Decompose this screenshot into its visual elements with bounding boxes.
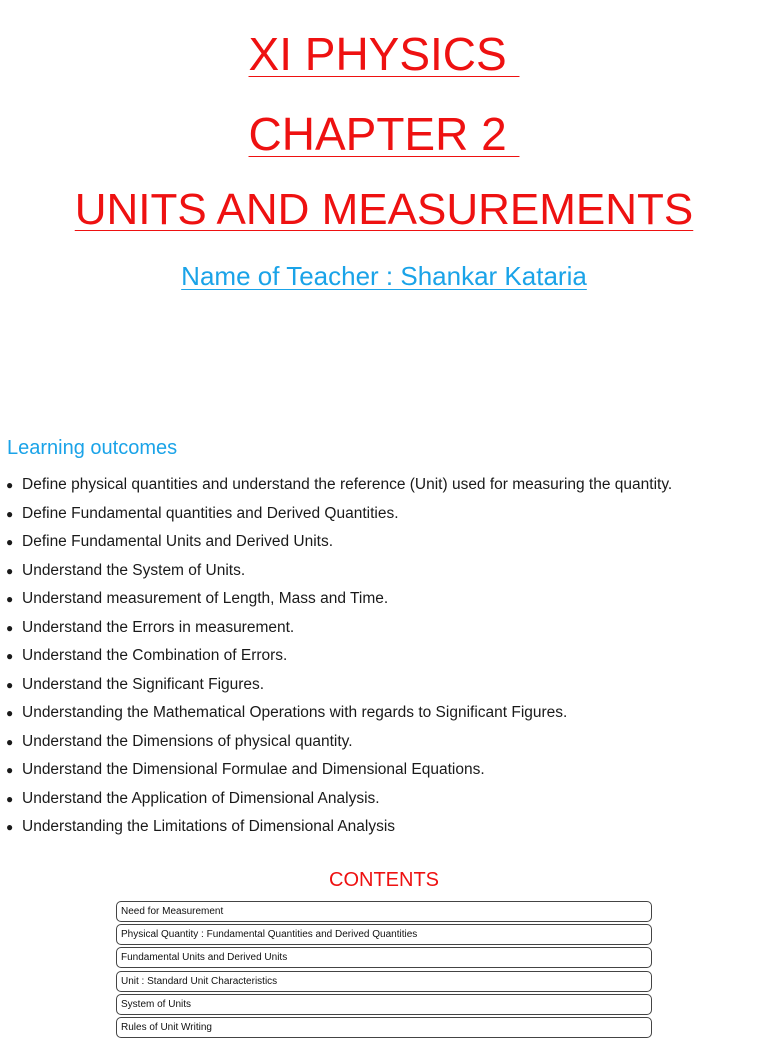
outcome-item <box>6 500 766 529</box>
outcome-text: Understanding the Limitations of Dimensional Analysis <box>22 818 396 835</box>
learning-outcomes-heading: Learning outcomes <box>7 437 178 459</box>
outcome-item <box>6 785 766 814</box>
outcome-item <box>6 671 766 700</box>
bullet-icon: ● <box>6 706 14 720</box>
contents-row: Physical Quantity : Fundamental Quantities and Derived Quantities <box>116 924 652 945</box>
outcome-text: Understand measurement of Length, Mass and Time. <box>22 590 389 607</box>
contents-row: Rules of Unit Writing <box>116 1017 652 1038</box>
outcome-text: Define physical quantities and understand the reference (Unit) used for measuring the quantity. <box>22 476 673 493</box>
title-line-3 <box>0 184 768 236</box>
outcome-item <box>6 728 766 757</box>
outcome-item <box>6 756 766 785</box>
bullet-icon: ● <box>6 563 14 578</box>
title-units-and-measurements: UNITS AND MEASUREMENTS <box>74 185 694 234</box>
bullet-icon: ● <box>6 620 14 635</box>
outcome-text: Define Fundamental Units and Derived Units. <box>22 533 334 550</box>
outcome-text: Understand the Dimensions of physical quantity. <box>22 732 353 750</box>
outcome-text: Understand the Dimensional Formulae and Dimensional Equations. <box>22 761 485 778</box>
contents-row: Unit : Standard Unit Characteristics <box>116 971 652 992</box>
bullet-icon: ● <box>6 677 14 692</box>
outcome-item <box>6 642 766 671</box>
outcome-text: Understand the Combination of Errors. <box>22 647 288 664</box>
outcome-item <box>6 699 766 728</box>
outcome-text: Understanding the Mathematical Operations with regards to Significant Figures. <box>22 704 568 721</box>
bullet-icon: ● <box>6 478 14 492</box>
learning-outcomes-list <box>6 471 766 842</box>
bullet-icon: ● <box>6 592 14 606</box>
bullet-icon: ● <box>6 763 14 777</box>
outcome-text: Understand the Application of Dimensional Analysis. <box>22 789 380 807</box>
contents-heading: CONTENTS <box>329 869 439 891</box>
bullet-icon: ● <box>6 649 14 663</box>
bullet-icon: ● <box>6 535 14 549</box>
outcome-text: Understand the Errors in measurement. <box>22 618 295 636</box>
teacher-name-line <box>0 260 768 292</box>
bullet-icon: ● <box>6 791 14 806</box>
outcome-text: Understand the System of Units. <box>22 561 246 579</box>
title-chapter: CHAPTER 2 <box>248 108 520 160</box>
title-physics: XI PHYSICS <box>248 28 520 80</box>
title-line-1 <box>0 28 768 80</box>
bullet-icon: ● <box>6 734 14 749</box>
outcome-text: Define Fundamental quantities and Derived Quantities. <box>22 504 399 522</box>
contents-row: System of Units <box>116 994 652 1015</box>
contents-row: Need for Measurement <box>116 901 652 922</box>
outcome-item <box>6 557 766 586</box>
contents-table <box>116 901 652 1040</box>
bullet-icon: ● <box>6 820 14 834</box>
outcome-item <box>6 585 766 614</box>
outcome-item <box>6 813 766 842</box>
outcome-item <box>6 471 766 500</box>
outcome-item <box>6 528 766 557</box>
title-line-2 <box>0 108 768 160</box>
bullet-icon: ● <box>6 506 14 521</box>
outcome-item <box>6 614 766 643</box>
teacher-name: Name of Teacher : Shankar Kataria <box>181 261 587 291</box>
contents-row: Fundamental Units and Derived Units <box>116 947 652 968</box>
outcome-text: Understand the Significant Figures. <box>22 675 265 693</box>
